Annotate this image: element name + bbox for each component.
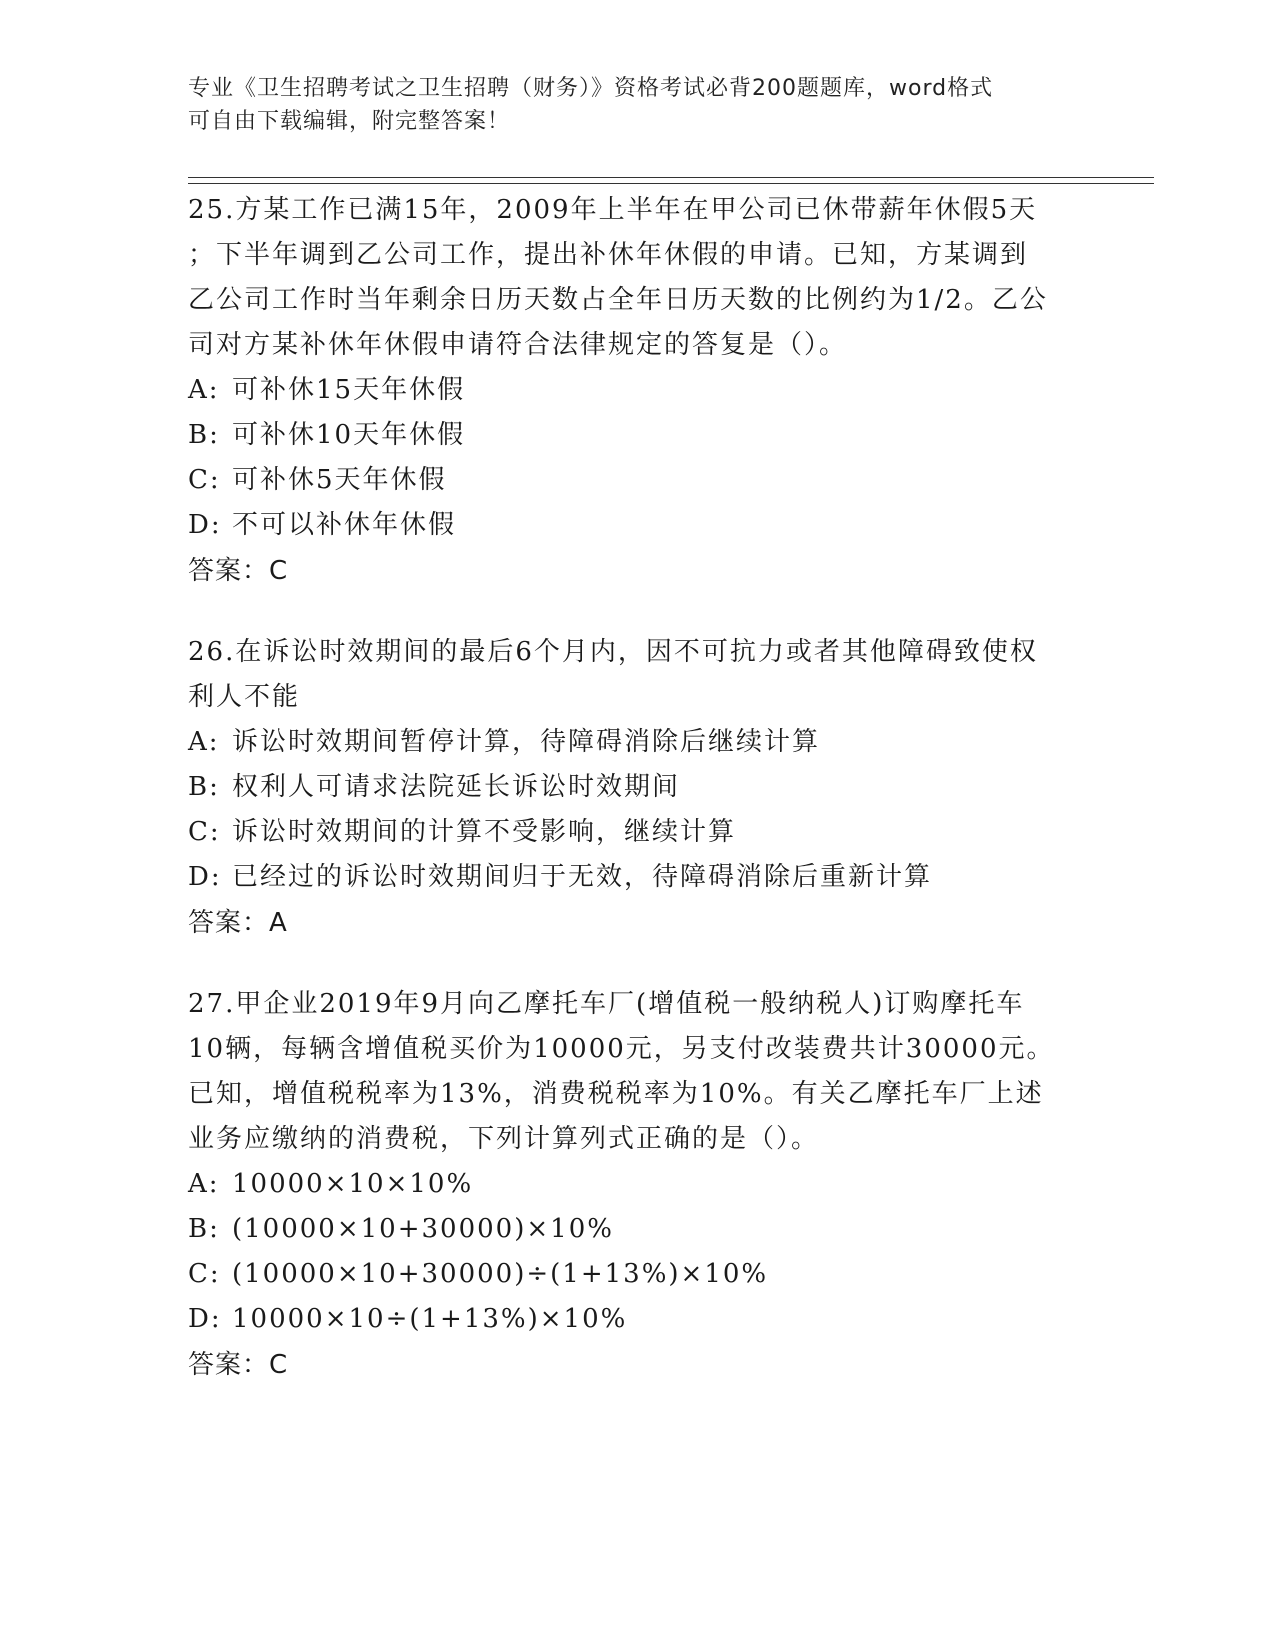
question-stem-line: ；下半年调到乙公司工作，提出补休年休假的申请。已知，方某调到 bbox=[188, 240, 1029, 270]
question-list bbox=[188, 188, 1088, 1424]
question-stem-line: 乙公司工作时当年剩余日历天数占全年日历天数的比例约为1/2。乙公 bbox=[188, 285, 1048, 315]
header-rule-thin bbox=[188, 177, 1154, 178]
option-b bbox=[188, 413, 1088, 458]
option-text: 10000×10×10% bbox=[232, 1169, 474, 1199]
option-a bbox=[188, 1162, 1088, 1207]
option-letter: B: bbox=[188, 420, 220, 450]
option-text: 10000×10÷(1+13%)×10% bbox=[232, 1304, 628, 1334]
option-letter: B: bbox=[188, 1214, 220, 1244]
option-letter: D: bbox=[188, 510, 222, 540]
question-stem-line: 26.在诉讼时效期间的最后6个月内，因不可抗力或者其他障碍致使权 bbox=[188, 637, 1038, 667]
header-title-line-1: 专业《卫生招聘考试之卫生招聘（财务）》资格考试必背200题题库，word格式 bbox=[188, 76, 994, 101]
question-26 bbox=[188, 630, 1088, 946]
option-c bbox=[188, 810, 1088, 855]
option-c bbox=[188, 458, 1088, 503]
option-letter: C: bbox=[188, 465, 221, 495]
answer-line: 答案：A bbox=[188, 908, 288, 938]
question-stem-line: 利人不能 bbox=[188, 682, 301, 712]
question-stem-line: 已知，增值税税率为13%，消费税税率为10%。有关乙摩托车厂上述 bbox=[188, 1079, 1044, 1109]
option-d bbox=[188, 855, 1088, 900]
question-25 bbox=[188, 188, 1088, 594]
option-text: 可补休5天年休假 bbox=[232, 465, 447, 495]
option-letter: C: bbox=[188, 1259, 221, 1289]
option-d bbox=[188, 1297, 1088, 1342]
option-letter: A: bbox=[188, 375, 220, 405]
option-d bbox=[188, 503, 1088, 548]
option-text: 诉讼时效期间暂停计算，待障碍消除后继续计算 bbox=[232, 727, 821, 757]
header-rule-thick bbox=[188, 183, 1154, 184]
option-letter: A: bbox=[188, 727, 220, 757]
option-text: 不可以补休年休假 bbox=[232, 510, 457, 540]
option-letter: D: bbox=[188, 1304, 222, 1334]
header-title-line-2: 可自由下载编辑，附完整答案！ bbox=[188, 109, 511, 134]
question-stem-line: 25.方某工作已满15年，2009年上半年在甲公司已休带薪年休假5天 bbox=[188, 195, 1038, 225]
option-letter: C: bbox=[188, 817, 221, 847]
option-text: 已经过的诉讼时效期间归于无效，待障碍消除后重新计算 bbox=[232, 862, 933, 892]
option-letter: A: bbox=[188, 1169, 220, 1199]
option-text: 可补休10天年休假 bbox=[232, 420, 466, 450]
option-text: 可补休15天年休假 bbox=[232, 375, 466, 405]
option-a bbox=[188, 368, 1088, 413]
option-text: (10000×10+30000)×10% bbox=[232, 1214, 614, 1244]
answer-line: 答案：C bbox=[188, 556, 289, 586]
question-stem-line: 业务应缴纳的消费税，下列计算列式正确的是（）。 bbox=[188, 1124, 820, 1154]
option-c bbox=[188, 1252, 1088, 1297]
option-text: 诉讼时效期间的计算不受影响，继续计算 bbox=[232, 817, 737, 847]
answer-line: 答案：C bbox=[188, 1350, 289, 1380]
document-header bbox=[188, 72, 1068, 138]
question-stem-line: 10辆，每辆含增值税买价为10000元，另支付改装费共计30000元。 bbox=[188, 1034, 1055, 1064]
option-a bbox=[188, 720, 1088, 765]
question-stem-line: 司对方某补休年休假申请符合法律规定的答复是（）。 bbox=[188, 330, 848, 360]
option-b bbox=[188, 765, 1088, 810]
option-letter: D: bbox=[188, 862, 222, 892]
option-letter: B: bbox=[188, 772, 220, 802]
question-stem-line: 27.甲企业2019年9月向乙摩托车厂(增值税一般纳税人)订购摩托车 bbox=[188, 989, 1025, 1019]
option-b bbox=[188, 1207, 1088, 1252]
option-text: 权利人可请求法院延长诉讼时效期间 bbox=[232, 772, 681, 802]
option-text: (10000×10+30000)÷(1+13%)×10% bbox=[232, 1259, 769, 1289]
question-27 bbox=[188, 982, 1088, 1388]
